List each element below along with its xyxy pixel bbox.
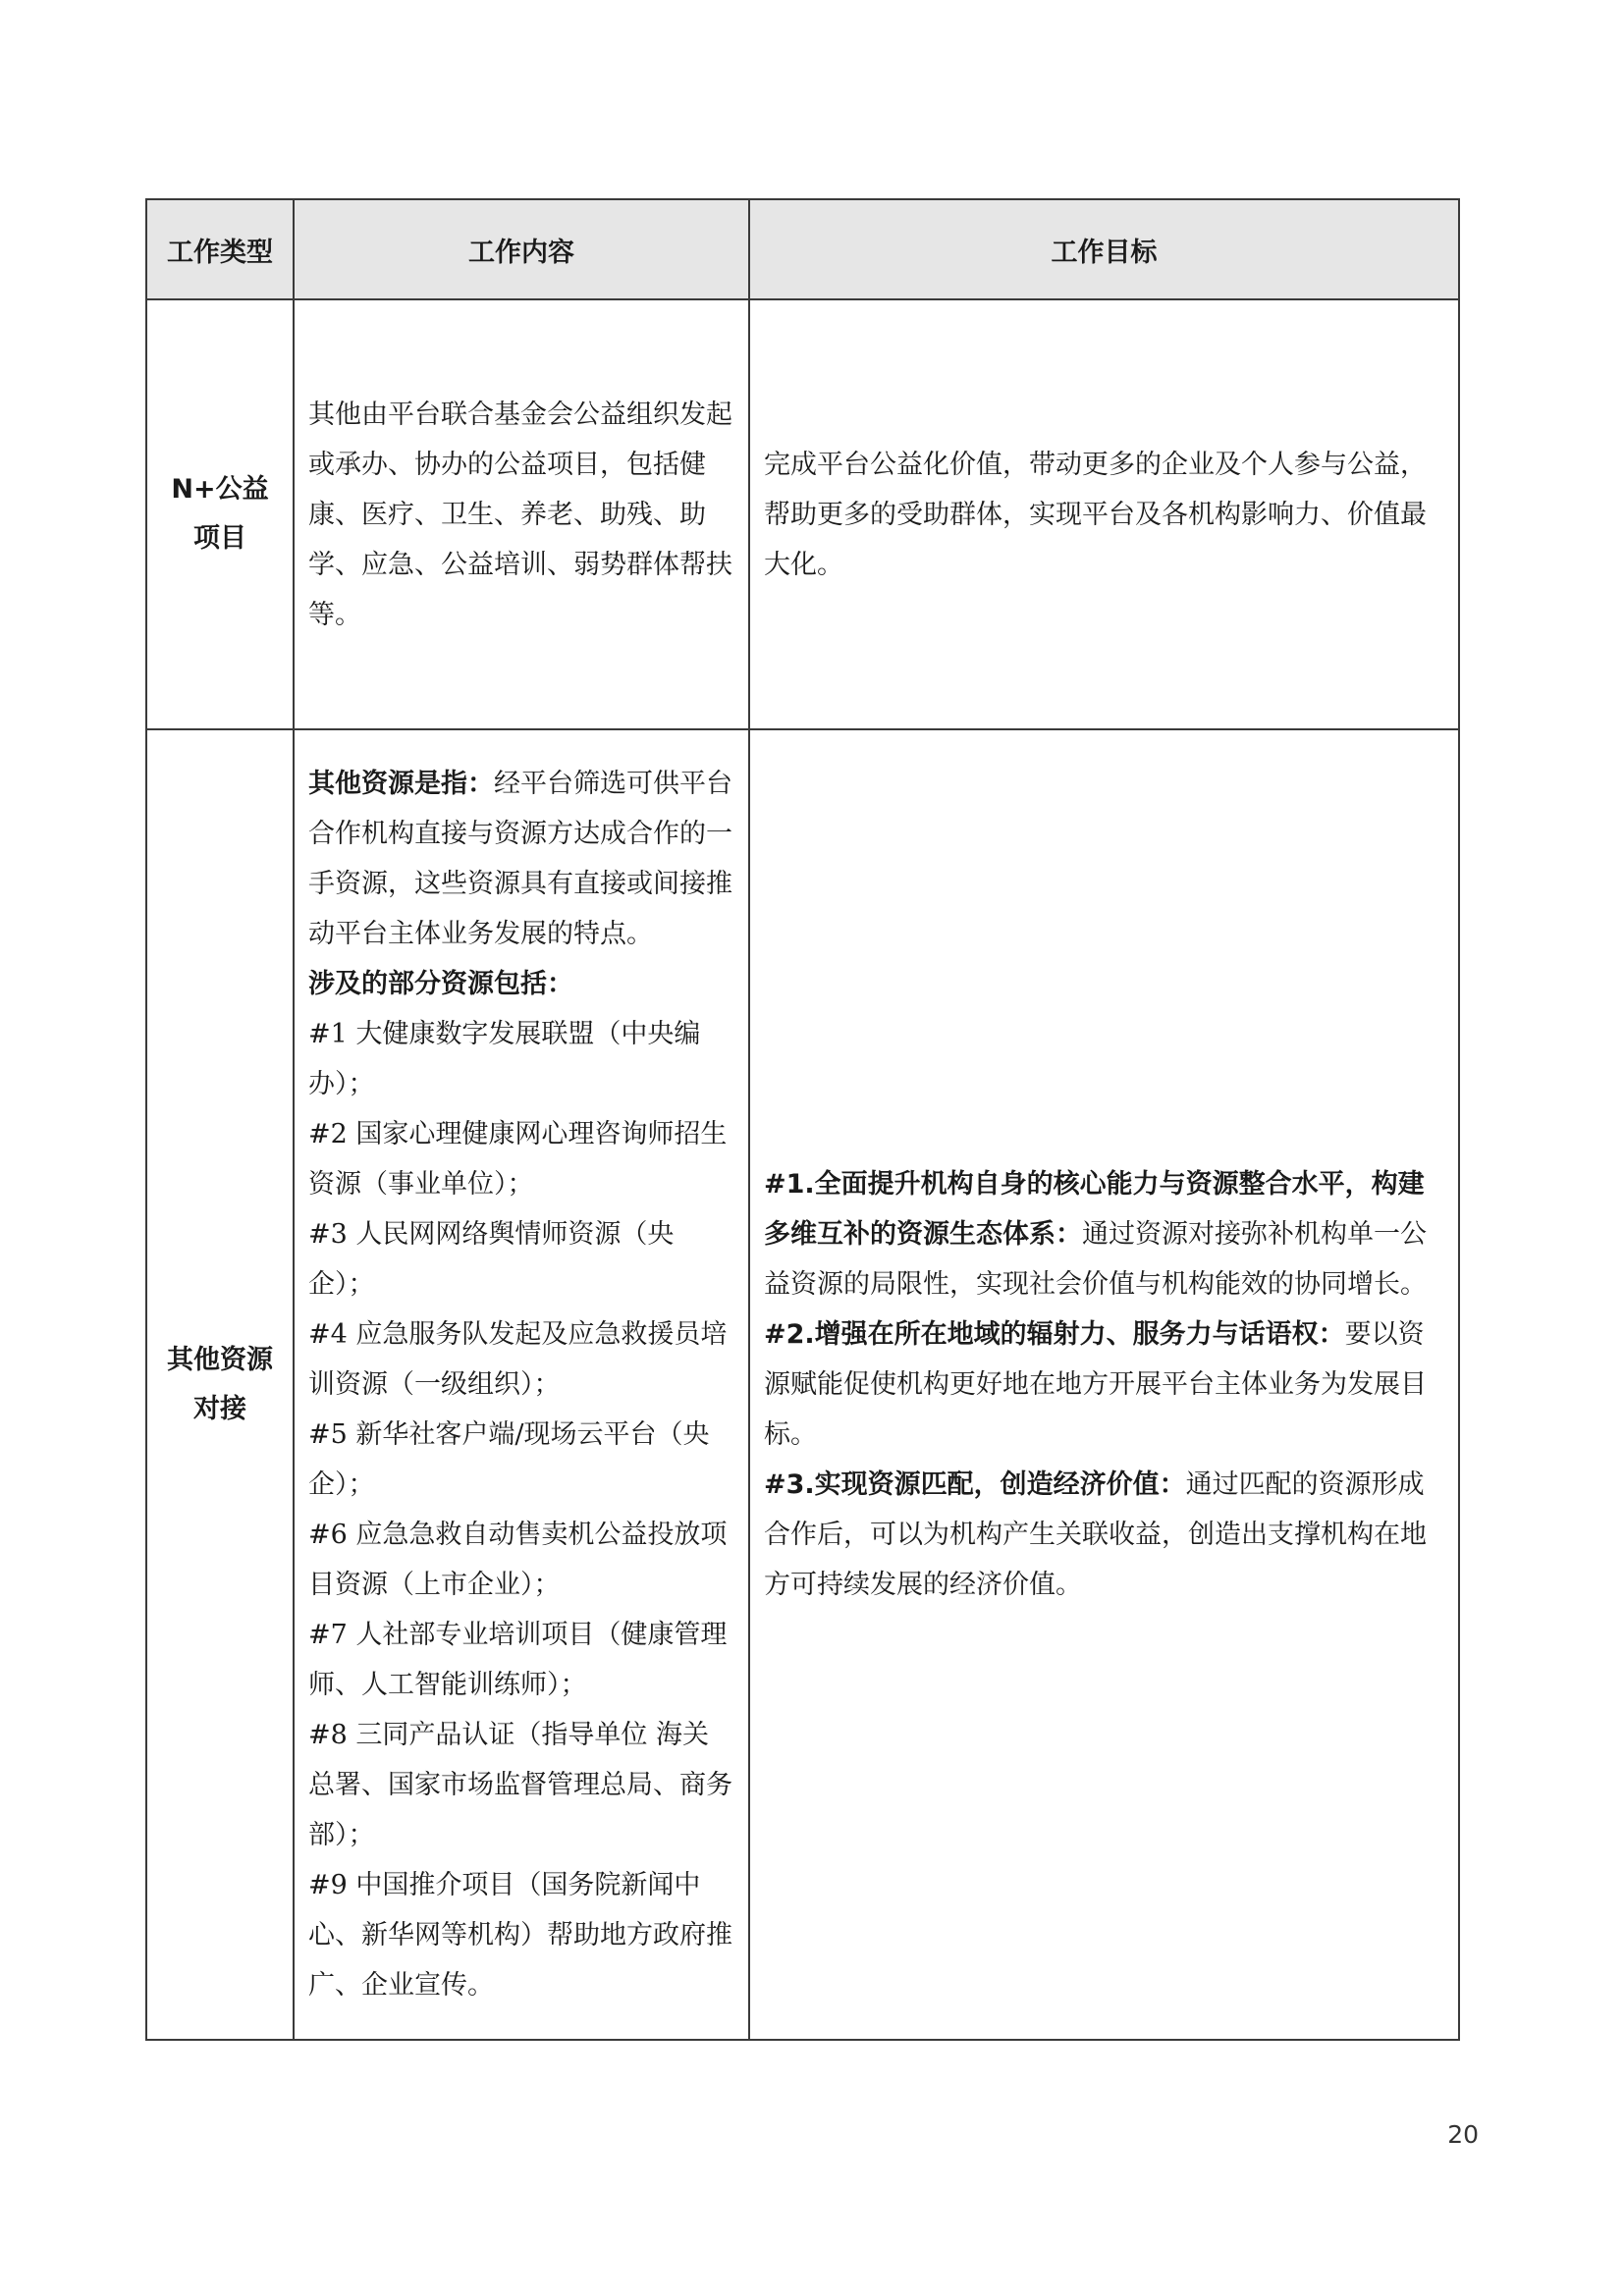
row-content-text: 其他由平台联合基金会公益组织发起或承办、协办的公益项目，包括健康、医疗、卫生、养老、助残、助学、应急、公益培训、弱势群体帮扶等。	[308, 399, 732, 630]
content-intro-text: 经平台筛选可供平台合作机构直接与资源方达成合作的一手资源，这些资源具有直接或间接推动平台主体业务发展的特点。	[308, 769, 732, 949]
page-number: 20	[1447, 2120, 1479, 2149]
row-content	[294, 729, 749, 2040]
table-header-row	[146, 199, 1459, 299]
row-content	[294, 299, 749, 729]
row-goal	[749, 729, 1459, 2040]
list-item: #5 新华社客户端/现场云平台（央企）；	[308, 1419, 710, 1500]
table-row	[146, 729, 1459, 2040]
list-item: #3 人民网网络舆情师资源（央企）；	[308, 1219, 675, 1300]
goal-item	[764, 1159, 1444, 1309]
row-goal	[749, 299, 1459, 729]
row-type-label: 其他资源对接	[167, 1344, 273, 1424]
list-item: #1 大健康数字发展联盟（中央编办）；	[308, 1019, 701, 1099]
content-intro-heading: 其他资源是指：	[308, 769, 494, 799]
list-item: #7 人社部专业培训项目（健康管理师、人工智能训练师）；	[308, 1620, 728, 1700]
goal-heading: #1.全面提升机构自身的核心能力与资源整合水平，构建多维互补的资源生态体系：	[764, 1169, 1425, 1250]
goal-text: 要以资源赋能促使机构更好地在地方开展平台主体业务为发展目标。	[764, 1319, 1427, 1450]
list-item: #4 应急服务队发起及应急救援员培训资源（一级组织）；	[308, 1319, 728, 1400]
header-content: 工作内容	[294, 199, 749, 299]
goal-item	[764, 1309, 1444, 1460]
goal-text: 通过资源对接弥补机构单一公益资源的局限性，实现社会价值与机构能效的协同增长。	[764, 1219, 1427, 1300]
list-item: #8 三同产品认证（指导单位 海关总署、国家市场监督管理总局、商务部）；	[308, 1720, 732, 1850]
goal-text: 通过匹配的资源形成合作后，可以为机构产生关联收益，创造出支撑机构在地方可持续发展的经济价值。	[764, 1469, 1427, 1600]
row-type-label: N+公益项目	[171, 474, 269, 554]
list-item: #9 中国推介项目（国务院新闻中心、新华网等机构）帮助地方政府推广、企业宣传。	[308, 1870, 732, 2001]
list-item: #2 国家心理健康网心理咨询师招生资源（事业单位）；	[308, 1119, 728, 1200]
row-type	[146, 299, 294, 729]
goal-item	[764, 1460, 1444, 1610]
header-type: 工作类型	[146, 199, 294, 299]
work-table	[145, 198, 1460, 2041]
row-goal-text: 完成平台公益化价值，带动更多的企业及个人参与公益，帮助更多的受助群体，实现平台及各机构影响力、价值最大化。	[764, 449, 1427, 580]
header-goal: 工作目标	[749, 199, 1459, 299]
goal-heading: #3.实现资源匹配，创造经济价值：	[764, 1469, 1186, 1500]
content-list-title: 涉及的部分资源包括：	[308, 969, 573, 999]
row-type	[146, 729, 294, 2040]
list-item: #6 应急急救自动售卖机公益投放项目资源（上市企业）；	[308, 1520, 728, 1600]
table-row	[146, 299, 1459, 729]
goal-heading: #2.增强在所在地域的辐射力、服务力与话语权：	[764, 1319, 1345, 1350]
